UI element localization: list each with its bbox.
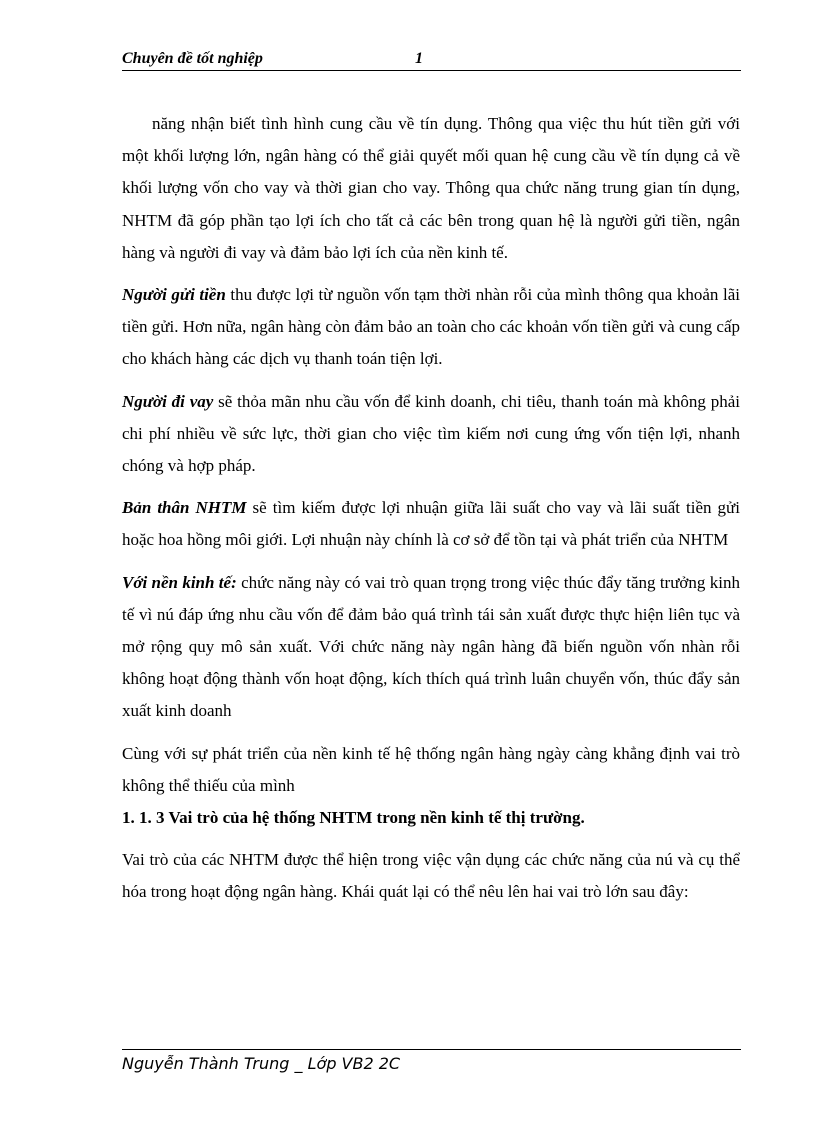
lead-borrowers: Người đi vay (122, 391, 214, 411)
lead-economy: Với nền kinh tế: (122, 572, 237, 592)
lead-depositors: Người gửi tiền (122, 285, 226, 305)
page-header (122, 50, 741, 71)
text-bank: sẽ tìm kiếm được lợi nhuận giữa lãi suất cho vay và lãi suất tiền gửi hoặc hoa hồng môi giới. Lợi nhuận này chính là cơ sở để tồn tại và phát triển của NHTM (122, 498, 740, 550)
paragraph-borrowers (122, 386, 740, 483)
lead-bank: Bản thân NHTM (122, 498, 247, 518)
paragraph-intro: năng nhận biết tình hình cung cầu về tín dụng. Thông qua việc thu hút tiền gửi với một khối lượng lớn, ngân hàng có thể giải quyết mối quan hệ cung cầu về tín dụng cả về khối lượng vốn cho vay và thời gian cho vay. Thông qua chức năng trung gian tín dụng, NHTM đã góp phần tạo lợi ích cho tất cả các bên trong quan hệ là người gửi tiền, ngân hàng và người đi vay và đảm bảo lợi ích của nền kinh tế. (122, 114, 740, 262)
paragraph-economy (122, 567, 740, 728)
text-economy: chức năng này có vai trò quan trọng trong việc thúc đẩy tăng trưởng kinh tế vì nú đáp ứng nhu cầu vốn để đảm bảo quá trình tái sản xuất được thực hiện liên tục và mở rộng quy mô sản xuất. Với chức năng này ngân hàng đã biến nguồn vốn nhàn rỗi không hoạt động thành vốn hoạt động, kích thích quá trình luân chuyển vốn, thúc đẩy sản xuất kinh doanh (122, 572, 740, 721)
paragraph-bank (122, 492, 740, 556)
text-borrowers: sẽ thỏa mãn nhu cầu vốn để kinh doanh, chi tiêu, thanh toán mà không phải chi phí nhiều về sức lực, thời gian cho việc tìm kiếm nơi cung ứng vốn tiện lợi, nhanh chóng và hợp pháp. (122, 391, 741, 476)
paragraph-roles: Vai trò của các NHTM được thể hiện trong việc vận dụng các chức năng của nú và cụ thể hóa trong hoạt động ngân hàng. Khái quát lại có thể nêu lên hai vai trò lớn sau đây: (122, 850, 740, 902)
paragraph-depositors (122, 279, 740, 376)
document-title: Chuyên đề tốt nghiệp (122, 50, 263, 67)
text-depositors: thu được lợi từ nguồn vốn tạm thời nhàn rỗi của mình thông qua khoản lãi tiền gửi. Hơn nữa, ngân hàng còn đảm bảo an toàn cho các khoản vốn tiền gửi và cung cấp cho khách hàng các dịch vụ thanh toán tiện lợi. (122, 285, 740, 369)
document-body (122, 108, 740, 909)
section-heading: 1. 1. 3 Vai trò của hệ thống NHTM trong nền kinh tế thị trường. (122, 808, 585, 828)
paragraph-development: Cùng với sự phát triển của nền kinh tế hệ thống ngân hàng ngày càng khẳng định vai trò không thể thiếu của mình (122, 743, 740, 795)
page-footer (122, 1049, 741, 1073)
page-number: 1 (415, 50, 423, 67)
footer-author: Nguyễn Thành Trung _ Lớp VB2 2C (122, 1054, 401, 1073)
